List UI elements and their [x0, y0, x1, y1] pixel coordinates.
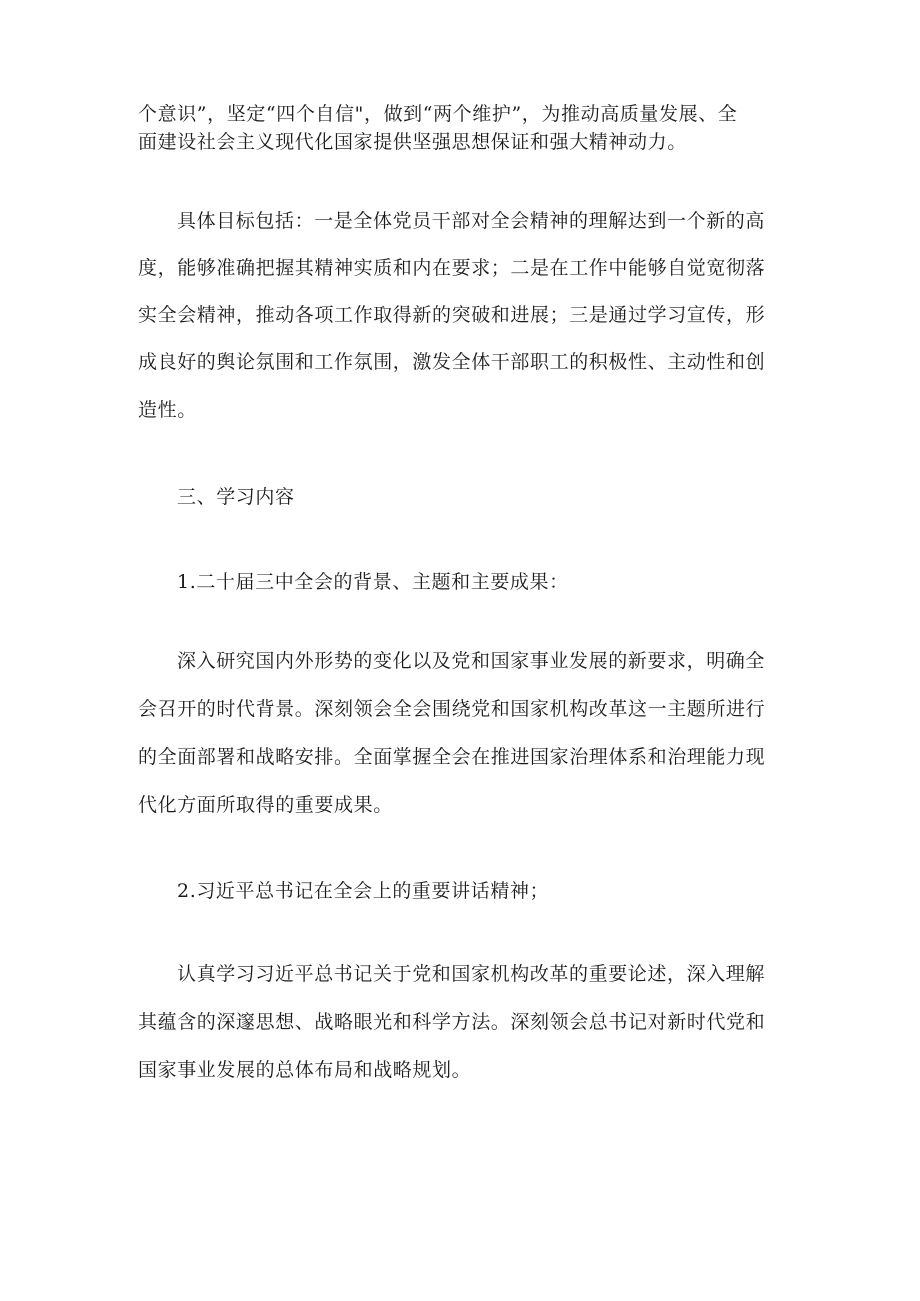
- section-heading: 三、学习内容: [177, 486, 295, 508]
- paragraph-line: 造性。: [138, 399, 197, 421]
- paragraph-line: 成良好的舆论氛围和工作氛围，激发全体干部职工的积极性、主动性和创: [138, 351, 766, 373]
- paragraph-line: 面建设社会主义现代化国家提供坚强思想保证和强大精神动力。: [138, 131, 687, 153]
- paragraph-line: 度，能够准确把握其精神实质和内在要求；二是在工作中能够自觉宽彻落: [138, 257, 766, 279]
- paragraph-line: 的全面部署和战略安排。全面掌握全会在推进国家治理体系和治理能力现: [138, 746, 766, 768]
- paragraph-line: 具体目标包括：一是全体党员干部对全会精神的理解达到一个新的高: [177, 210, 766, 232]
- paragraph-line: 个意识”，坚定“四个自信"，做到“两个维护”，为推动高质量发展、全: [138, 103, 738, 125]
- paragraph-line: 实全会精神，推动各项工作取得新的突破和进展；三是通过学习宣传，形: [138, 304, 766, 326]
- subsection-heading: 2.习近平总书记在全会上的重要讲话精神；: [177, 880, 550, 902]
- paragraph-line: 认真学习习近平总书记关于党和国家机构改革的重要论述，深入理解: [177, 963, 766, 985]
- paragraph-line: 国家事业发展的总体布局和战略规划。: [138, 1059, 472, 1081]
- paragraph-line: 深入研究国内外形势的变化以及党和国家事业发展的新要求，明确全: [177, 650, 766, 672]
- paragraph-line: 会召开的时代背景。深刻领会全会围绕党和国家机构改革这一主题所进行: [138, 698, 766, 720]
- paragraph-line: 代化方面所取得的重要成果。: [138, 794, 393, 816]
- paragraph-line: 其蕴含的深邃思想、战略眼光和科学方法。深刻领会总书记对新时代党和: [138, 1011, 766, 1033]
- subsection-heading: 1.二十届三中全会的背景、主题和主要成果：: [177, 571, 569, 593]
